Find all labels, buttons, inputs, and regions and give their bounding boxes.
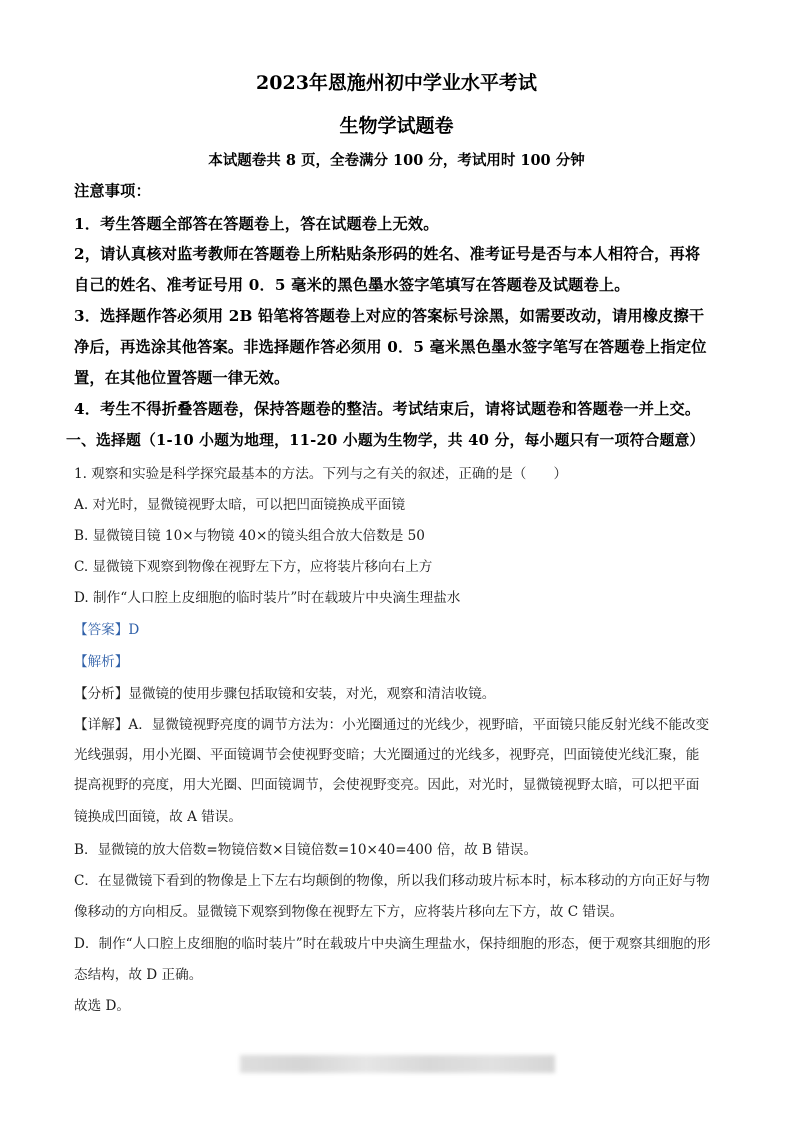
detail-line: 镜换成凹面镜，故 A 错误。 (74, 809, 242, 825)
option-d: D. 制作“人口腔上皮细胞的临时装片”时在载玻片中央滴生理盐水 (74, 590, 461, 606)
option-c: C. 显微镜下观察到物像在视野左下方，应将装片移向右上方 (74, 559, 433, 575)
detail-line: 光线强弱，用小光圈、平面镜调节会使视野变暗；大光圈通过的光线多，视野亮，凹面镜使光线汇聚，能 (74, 747, 700, 763)
analysis-fenxi: 【分析】显微镜的使用步骤包括取镜和安装，对光，观察和清洁收镜。 (74, 686, 496, 702)
answer-label: 【答案】D (74, 622, 140, 638)
watermark-blur (240, 1055, 555, 1073)
option-b: B. 显微镜目镜 10×与物镜 40×的镜头组合放大倍数是 50 (74, 528, 425, 544)
exam-title: 2023年恩施州初中学业水平考试 (256, 72, 537, 94)
notes-line: 4．考生不得折叠答题卷，保持答题卷的整洁。考试结束后，请将试题卷和答题卷一并上交。 (74, 400, 701, 418)
exam-subtitle: 生物学试题卷 (339, 115, 454, 137)
detail-line: 故选 D。 (74, 998, 131, 1014)
notes-line: 置，在其他位置答题一律无效。 (74, 369, 290, 387)
question-stem: 1. 观察和实验是科学探究最基本的方法。下列与之有关的叙述，正确的是（ ） (74, 466, 568, 482)
detail-line: 提高视野的亮度，用大光圈、凹面镜调节，会使视野变亮。因此，对光时，显微镜视野太暗，可以把平面 (74, 777, 700, 793)
notes-line: 3．选择题作答必须用 2B 铅笔将答题卷上对应的答案标号涂黑，如需要改动，请用橡皮擦干 (74, 307, 705, 325)
notes-heading: 注意事项： (74, 182, 151, 200)
detail-line: 像移动的方向相反。显微镜下观察到物像在视野左下方，应将装片移向左下方，故 C 错误。 (74, 904, 624, 920)
notes-line: 净后，再选涂其他答案。非选择题作答必须用 0．5 毫米黑色墨水签字笔写在答题卷上指定位 (74, 338, 707, 356)
exam-info: 本试题卷共 8 页，全卷满分 100 分，考试用时 100 分钟 (208, 152, 585, 169)
option-a: A. 对光时，显微镜视野太暗，可以把凹面镜换成平面镜 (74, 497, 406, 513)
detail-line: 【详解】A．显微镜视野亮度的调节方法为：小光圈通过的光线少，视野暗，平面镜只能反射光线不能改变 (74, 717, 710, 733)
notes-line: 1．考生答题全部答在答题卷上，答在试题卷上无效。 (74, 215, 439, 233)
detail-line: 态结构，故 D 正确。 (74, 967, 203, 983)
analysis-label: 【解析】 (74, 654, 129, 670)
notes-line: 自己的姓名、准考证号用 0．5 毫米的黑色墨水签字笔填写在答题卷及试题卷上。 (74, 276, 630, 294)
detail-line: D．制作“人口腔上皮细胞的临时装片”时在载玻片中央滴生理盐水，保持细胞的形态，便于观察其细胞的形 (74, 936, 711, 952)
section-heading: 一、选择题（1-10 小题为地理，11-20 小题为生物学，共 40 分，每小题只有一项符合题意） (66, 432, 705, 449)
detail-line: C．在显微镜下看到的物像是上下左右均颠倒的物像，所以我们移动玻片标本时，标本移动的方向正好与物 (74, 873, 710, 889)
notes-line: 2，请认真核对监考教师在答题卷上所粘贴条形码的姓名、准考证号是否与本人相符合，再将 (74, 245, 701, 263)
detail-line: B．显微镜的放大倍数=物镜倍数×目镜倍数=10×40=400 倍，故 B 错误。 (74, 842, 538, 858)
